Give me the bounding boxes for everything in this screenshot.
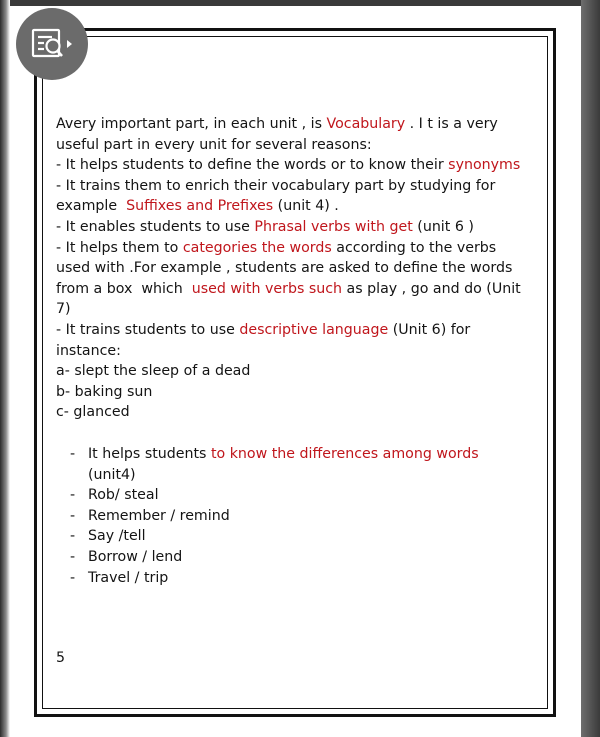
viewer-right-edge: [581, 0, 600, 737]
list-item: [70, 485, 520, 506]
example-line: a- slept the sleep of a dead: [56, 363, 251, 380]
text-line: [56, 155, 526, 176]
list-dash: -: [70, 569, 76, 586]
page-number: 5: [56, 650, 66, 666]
viewer-left-edge: [0, 0, 10, 737]
list-dash: -: [70, 487, 76, 504]
text-span: Avery important part, in each unit , is: [56, 116, 327, 132]
text-span: - It trains students to use: [56, 321, 240, 338]
example-line: b- baking sun: [56, 383, 153, 400]
highlight-text: synonyms: [448, 157, 521, 174]
text-line: [56, 279, 526, 300]
list-item-text: Borrow / lend: [88, 548, 183, 565]
text-line: useful part in every unit for several reasons:: [56, 136, 372, 153]
reader-tool-button[interactable]: [16, 8, 88, 80]
list-item-continuation: [70, 465, 520, 486]
highlight-text: to know the differences among words: [210, 446, 479, 462]
text-line: 7): [56, 301, 71, 318]
text-line: [56, 196, 526, 217]
text-span: (Unit 6) for: [388, 321, 471, 338]
text-span: - It helps students to define the words or to know their: [56, 157, 449, 174]
highlight-text: Suffixes and Prefixes: [126, 198, 274, 215]
text-line: [56, 114, 526, 135]
text-span: (unit 6 ): [412, 218, 474, 235]
text-line: [56, 320, 526, 341]
highlight-text: categories the words: [182, 239, 332, 256]
bullet-list: [70, 444, 520, 588]
example-line: c- glanced: [56, 404, 130, 421]
text-line: instance:: [56, 342, 121, 359]
text-span: (unit4): [88, 466, 136, 483]
list-item: [70, 568, 520, 589]
text-span: from a box which: [56, 280, 192, 297]
text-span: It helps students: [88, 446, 211, 462]
highlight-text: descriptive language: [239, 321, 389, 338]
text-line: - It trains them to enrich their vocabulary part by studying for: [56, 177, 496, 194]
text-span: according to the verbs: [331, 239, 497, 256]
highlight-text: Phrasal verbs with get: [254, 218, 413, 235]
list-dash: -: [70, 528, 76, 545]
highlight-text: Vocabulary: [326, 116, 406, 132]
list-item: [70, 506, 520, 527]
list-item-text: [88, 444, 479, 465]
list-dash: -: [70, 507, 76, 524]
list-item: [70, 444, 520, 465]
text-line: [56, 217, 526, 238]
text-span: as play , go and do (Unit: [342, 280, 521, 297]
list-item: [70, 547, 520, 568]
document-body: [56, 114, 526, 423]
list-item-text: Travel / trip: [88, 569, 169, 586]
text-span: . I t is a very: [405, 116, 498, 132]
text-span: (unit 4) .: [273, 198, 339, 215]
reader-search-icon: [30, 26, 74, 62]
list-item-text: Rob/ steal: [88, 487, 159, 504]
list-dash: -: [70, 548, 76, 565]
list-item-text: Say /tell: [88, 528, 146, 545]
highlight-text: used with verbs such: [191, 280, 343, 297]
text-span: - It helps them to: [56, 239, 183, 256]
text-span: example: [56, 198, 127, 215]
list-dash: -: [70, 446, 76, 462]
text-span: - It enables students to use: [56, 218, 255, 235]
list-item-text: Remember / remind: [88, 507, 230, 524]
text-line: [56, 238, 526, 259]
list-item: [70, 526, 520, 547]
text-line: used with .For example , students are asked to define the words: [56, 260, 513, 277]
